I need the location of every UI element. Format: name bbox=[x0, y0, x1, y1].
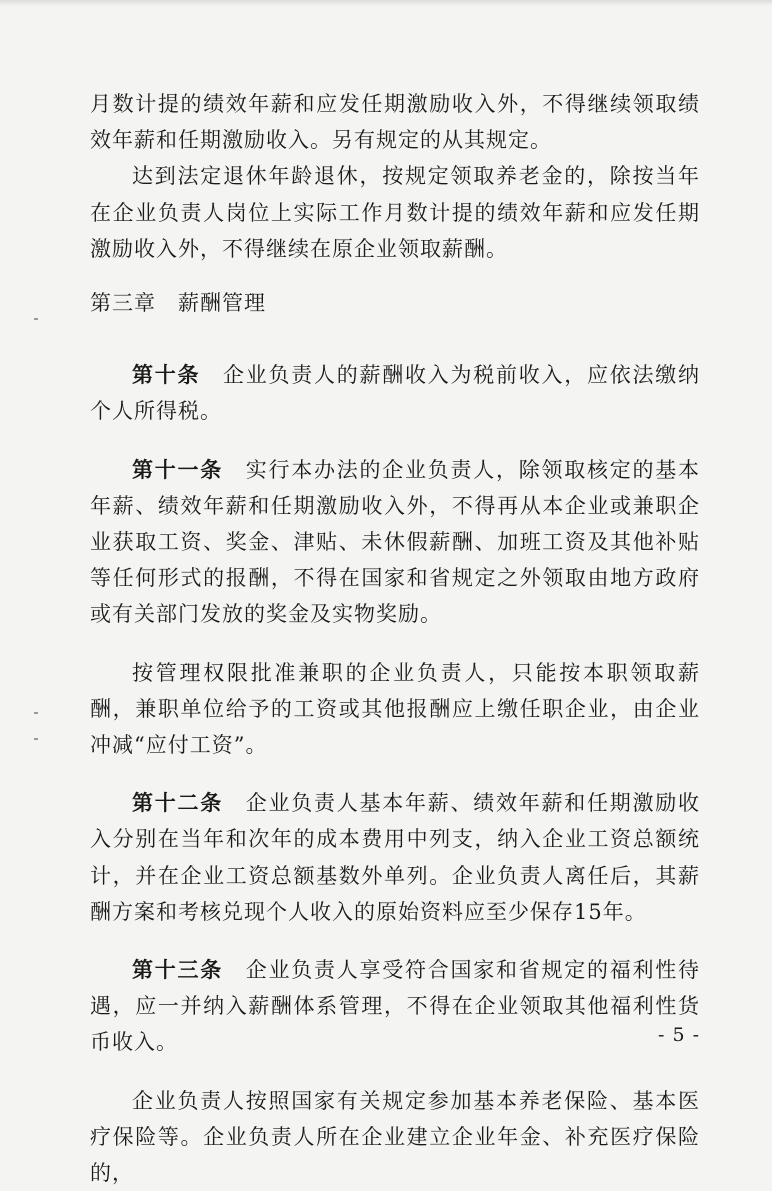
paragraph: 企业负责人按照国家有关规定参加基本养老保险、基本医疗保险等。企业负责人所在企业建立企业年金、补充医疗保险的， bbox=[90, 1088, 700, 1186]
article-text: 企业负责人基本年薪、绩效年薪和任期激励收入分别在当年和次年的成本费用中列支，纳入企业工资总额统计，并在企业工资总额基数外单列。企业负责人离任后，其薪酬方案和考核兑现个人收入的原始资料应至少保存15年。 bbox=[90, 791, 700, 924]
article-paragraph bbox=[90, 785, 700, 930]
page-number: - 5 - bbox=[658, 1024, 701, 1046]
chapter-title: 薪酬管理 bbox=[178, 291, 266, 316]
article-number: 第十三条 bbox=[132, 958, 223, 983]
article-number: 第十一条 bbox=[132, 457, 223, 482]
paragraph: 按管理权限批准兼职的企业负责人，只能按本职领取薪酬，兼职单位给予的工资或其他报酬应上缴任职企业，由企业冲减“应付工资”。 bbox=[90, 660, 700, 758]
article-paragraph bbox=[90, 452, 700, 633]
article-number: 第十二条 bbox=[132, 791, 223, 816]
paragraph: 达到法定退休年龄退休，按规定领取养老金的，除按当年在企业负责人岗位上实际工作月数计提的绩效年薪和应发任期激励收入外，不得继续在原企业领取薪酬。 bbox=[90, 164, 700, 261]
article-text: 实行本办法的企业负责人，除领取核定的基本年薪、绩效年薪和任期激励收入外，不得再从本企业或兼职企业获取工资、奖金、津贴、未休假薪酬、加班工资及其他补贴等任何形式的报酬，不得在国家和省规定之外领取由地方政府或有关部门发放的奖金及实物奖励。 bbox=[90, 457, 700, 627]
chapter-heading bbox=[90, 285, 700, 321]
paragraph: 月数计提的绩效年薪和应发任期激励收入外，不得继续领取绩效年薪和任期激励收入。另有规定的从其规定。 bbox=[90, 92, 700, 153]
article-paragraph bbox=[90, 952, 700, 1061]
body-text bbox=[90, 86, 700, 1191]
scan-top-edge bbox=[0, 0, 772, 6]
chapter-number: 第三章 bbox=[90, 291, 156, 316]
article-paragraph bbox=[90, 357, 700, 429]
scan-speck bbox=[34, 738, 38, 740]
scan-speck bbox=[34, 318, 38, 320]
article-text: 企业负责人的薪酬收入为税前收入，应依法缴纳个人所得税。 bbox=[90, 363, 700, 424]
scan-speck bbox=[34, 712, 38, 714]
article-number: 第十条 bbox=[132, 363, 201, 388]
article-text: 企业负责人享受符合国家和省规定的福利性待遇，应一并纳入薪酬体系管理，不得在企业领取其他福利性货币收入。 bbox=[90, 958, 700, 1055]
